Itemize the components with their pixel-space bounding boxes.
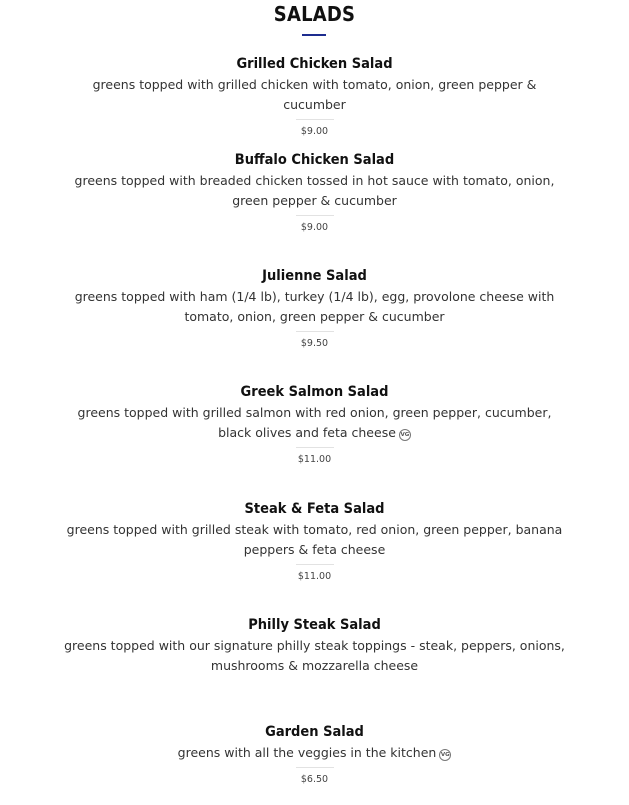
item-price: $9.00 <box>300 222 329 233</box>
item-divider <box>296 447 334 448</box>
item-divider <box>296 331 334 332</box>
menu-item <box>60 616 569 676</box>
item-name: Grilled Chicken Salad <box>236 56 393 72</box>
item-name: Philly Steak Salad <box>248 617 381 633</box>
section-title: SALADS <box>273 2 356 26</box>
menu-item <box>60 267 569 350</box>
item-price: $9.50 <box>300 338 329 349</box>
item-name: Julienne Salad <box>262 268 367 284</box>
item-price: $6.50 <box>300 774 329 785</box>
item-divider <box>296 215 334 216</box>
vegetarian-icon: VG <box>399 429 411 441</box>
menu-item <box>60 383 569 466</box>
menu-item <box>60 55 569 138</box>
item-description: greens topped with our signature philly steak toppings - steak, peppers, onions, mushrooms & mozzarella cheese <box>64 638 565 673</box>
item-price: $9.00 <box>300 126 329 137</box>
item-price: $11.00 <box>297 454 332 465</box>
item-divider <box>296 119 334 120</box>
menu-item <box>60 723 569 786</box>
title-underline <box>302 34 326 36</box>
vegetarian-icon: VG <box>439 749 451 761</box>
item-price: $11.00 <box>297 571 332 582</box>
item-description: greens topped with ham (1/4 lb), turkey (1/4 lb), egg, provolone cheese with tomato, onion, green pepper & cucumber <box>74 289 555 324</box>
item-description: greens topped with breaded chicken tossed in hot sauce with tomato, onion, green pepper & cucumber <box>74 173 555 208</box>
item-name: Garden Salad <box>265 724 364 740</box>
item-divider <box>296 564 334 565</box>
item-name: Greek Salmon Salad <box>240 384 389 400</box>
item-name: Steak & Feta Salad <box>244 501 385 517</box>
item-description: greens topped with grilled chicken with tomato, onion, green pepper & cucumber <box>92 77 537 112</box>
item-divider <box>296 767 334 768</box>
item-description: greens topped with grilled salmon with red onion, green pepper, cucumber, black olives and feta cheese VG <box>77 405 552 440</box>
menu-item <box>60 500 569 583</box>
menu-item <box>60 151 569 234</box>
item-description: greens with all the veggies in the kitchen VG <box>177 745 450 760</box>
item-name: Buffalo Chicken Salad <box>234 152 395 168</box>
item-description: greens topped with grilled steak with tomato, red onion, green pepper, banana peppers & feta cheese <box>66 522 563 557</box>
